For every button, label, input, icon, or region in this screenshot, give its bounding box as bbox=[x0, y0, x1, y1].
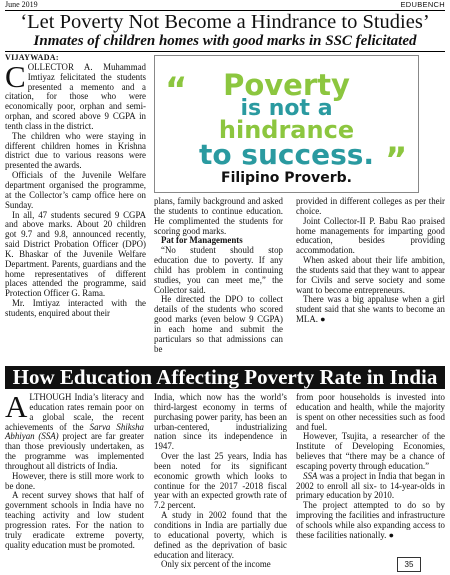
article2-paragraph: A recent survey shows that half of government schools in India have no teaching activity and low student progression rates. For the nation to truly eradicate extreme poverty, quality education must be promoted. bbox=[5, 490, 144, 550]
close-quote-mark: ” bbox=[385, 140, 408, 180]
article1-column-1 bbox=[5, 53, 146, 319]
article2-column-2 bbox=[154, 393, 287, 570]
article1-paragraph: Joint Collector-II P. Babu Rao praised home managements for imparting good education, besides providing accommodation. bbox=[296, 215, 445, 256]
drop-cap: C bbox=[5, 58, 26, 94]
article2-paragraph: Over the last 25 years, India has been noted for its significant economic growth which looks to continue for the 2017 -2018 fiscal year with an expected growth rate of 7.2 percent. bbox=[154, 451, 287, 511]
article1-column-3 bbox=[296, 197, 445, 325]
quote-line-1: Poverty bbox=[223, 68, 350, 102]
quote-line-4: to success. bbox=[198, 138, 375, 171]
section-subtitle: Pat for Managements bbox=[161, 235, 243, 246]
publication-name: EDUBENCH bbox=[400, 0, 445, 9]
article2-column-1 bbox=[5, 389, 144, 551]
article1-paragraph: provided in different colleges as per their choice. bbox=[296, 196, 445, 216]
article2-headline: How Education Affecting Poverty Rate in India bbox=[5, 366, 445, 389]
article2-paragraph: from poor households is invested into education and health, while the majority is spent on other necessities such as food and fuel. bbox=[296, 392, 445, 432]
article2-paragraph: A study in 2002 found that the conditions in India are partially due to educational poverty, which is defined as the deprivation of basic education and literacy. bbox=[154, 510, 287, 560]
article2-paragraph: ALTHOUGH India’s literacy and education rates remain poor on a global scale, the recent achievements of the Sarva Shiksha Abhiyan (SSA) project are far greater than those previously undertaken, as the programme was implemented throughout all districts of India. bbox=[5, 389, 144, 471]
subhead-rule bbox=[5, 51, 445, 52]
article1-paragraph: He directed the DPO to collect details of the students who scored good marks (even below 9 CGPA) in each home and submit the particulars so that admissions can be bbox=[154, 294, 283, 354]
article2-paragraph: However, Tsujita, a researcher of the Institute of Developing Economies, believes that “there may be a chance of escaping poverty through education.” bbox=[296, 431, 445, 471]
article2-paragraph: However, there is still more work to be done. bbox=[5, 470, 144, 491]
article2-column-3 bbox=[296, 393, 445, 541]
article1-paragraph: COLLECTOR A. Muhammad Imtiyaz felicitated the students presented a memento and a citation, for those who were economically poor, orphan and semi-orphan, and scored above 9 CGPA in tenth class in the district. bbox=[5, 58, 146, 131]
drop-cap: A bbox=[5, 389, 28, 424]
article2-paragraph: India, which now has the world’s third-largest economy in terms of purchasing power parity, has been an urban-centered, industrializing nation since its independence in 1947. bbox=[154, 392, 287, 452]
article1-paragraph: When asked about their life ambition, the students said that they want to appear for Civils and serve society and some want to become entrepreneurs. bbox=[296, 255, 445, 295]
running-header bbox=[5, 0, 445, 10]
article1-paragraph: plans, family background and asked the students to continue education. He complimented the students for scoring good marks. bbox=[154, 196, 283, 236]
article1-paragraph: The children who were staying in different children homes in Krishna district due to various reasons were presented the awards. bbox=[5, 130, 146, 171]
article2-paragraph: SSA was a project in India that began in 2002 to enroll all six- to 14-year-olds in primary education by 2010. bbox=[296, 470, 445, 501]
dateline: VIJAYWADA: bbox=[5, 53, 59, 62]
article1-paragraph: There was a big appaluse when a girl student said that she wants to become an MLA. ● bbox=[296, 294, 445, 325]
article2-paragraph: Only six percent of the income bbox=[161, 559, 271, 570]
proverb-attribution: Filipino Proverb. bbox=[221, 170, 352, 186]
article1-column-2 bbox=[154, 197, 283, 355]
proverb-image bbox=[154, 55, 419, 193]
open-quote-mark: “ bbox=[165, 70, 188, 110]
article1-paragraph: Mr. Imtiyaz interacted with the students, enquired about their bbox=[5, 298, 146, 318]
article2-paragraph: The project attempted to do so by improving the facilities and infrastructure of schools while also expanding access to these facilities nationally. ● bbox=[296, 500, 445, 540]
article1-headline: ‘Let Poverty Not Become a Hindrance to Studies’ bbox=[20, 11, 430, 33]
issue-date: June 2019 bbox=[5, 0, 38, 9]
page-number: 35 bbox=[397, 557, 421, 572]
article1-paragraph: “No student should stop education due to poverty. If any child has problem in continuing studies, you can meet me,” the Collector said. bbox=[154, 245, 283, 295]
article1-paragraph: Officials of the Juvenile Welfare department organised the programme, at the Collector’s camp office here on Sunday. bbox=[5, 170, 146, 210]
article1-paragraph: In all, 47 students secured 9 CGPA and above marks. About 20 children got 9.7 and 9.8, announced recently, said District Probation Officer (DPO) K. Bhaskar of the Juvenile Welfare Department. Parents, guardians and the home representatives of different places attended the programme, said Protection Officer G. Rama. bbox=[5, 209, 146, 299]
quote-line-3: hindrance bbox=[218, 116, 355, 144]
article1-subhead: Inmates of children homes with good marks in SSC felicitated bbox=[33, 33, 417, 49]
quote-line-2: is not a bbox=[240, 96, 333, 121]
